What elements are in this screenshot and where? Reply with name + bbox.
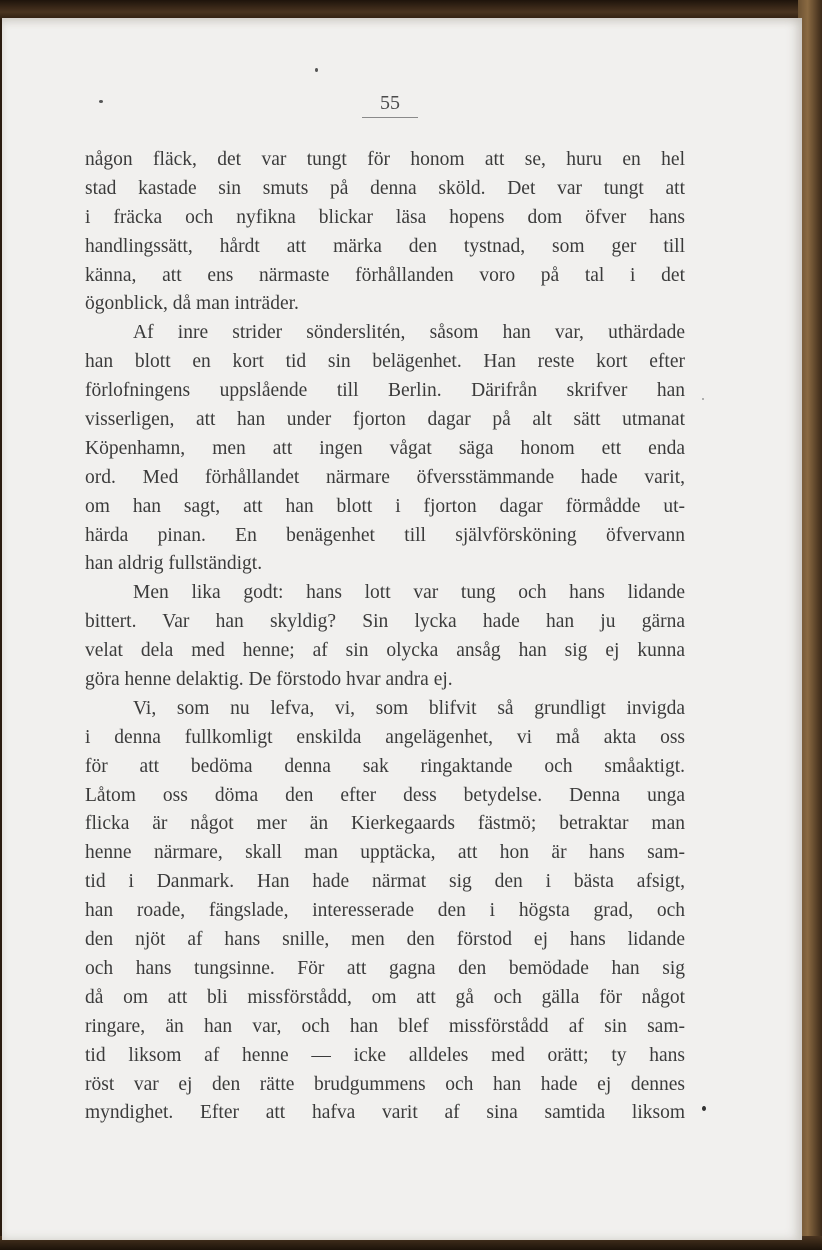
text-line: för att bedöma denna sak ringaktande och småaktigt. <box>85 755 685 777</box>
text-line: göra henne delaktig. De förstodo hvar andra ej. <box>85 669 453 691</box>
text-line: känna, att ens närmaste förhållanden voro på tal i det <box>85 264 685 286</box>
ink-speck <box>702 1106 706 1111</box>
text-line: flicka är något mer än Kierkegaards fästmö; betraktar man <box>85 813 685 835</box>
text-line: i fräcka och nyfikna blickar läsa hopens dom öfver hans <box>85 206 685 228</box>
text-line: förlofningens uppslående till Berlin. Därifrån skrifver han <box>85 380 685 402</box>
text-line: Vi, som nu lefva, vi, som blifvit så grundligt invigda <box>133 697 685 719</box>
text-line: i denna fullkomligt enskilda angelägenhet, vi må akta oss <box>85 726 685 748</box>
text-line: velat dela med henne; af sin olycka ansåg han sig ej kunna <box>85 640 685 662</box>
text-line: Köpenhamn, men att ingen vågat säga honom ett enda <box>85 437 685 459</box>
text-line: ringare, än han var, och han blef missförstådd af sin sam- <box>85 1015 685 1037</box>
text-line: han aldrig fullständigt. <box>85 553 263 575</box>
text-line: och hans tungsinne. För att gagna den bemödade han sig <box>85 957 685 979</box>
text-line: Men lika godt: hans lott var tung och hans lidande <box>133 582 685 604</box>
text-line: då om att bli missförstådd, om att gå och gälla för något <box>85 986 685 1008</box>
text-line: han roade, fängslade, interesserade den i högsta grad, och <box>85 900 685 922</box>
text-line: tid liksom af henne — icke alldeles med orätt; ty hans <box>85 1044 685 1066</box>
ink-speck <box>99 100 103 103</box>
text-line: tid i Danmark. Han hade närmat sig den i bästa afsigt, <box>85 871 685 893</box>
text-line: visserligen, att han under fjorton dagar på alt sätt utmanat <box>85 409 685 431</box>
text-line: någon fläck, det var tungt för honom att se, huru en hel <box>85 149 685 170</box>
text-line: han blott en kort tid sin belägenhet. Han reste kort efter <box>85 351 685 373</box>
text-line: om han sagt, att han blott i fjorton dagar förmådde ut- <box>85 495 685 517</box>
text-line: ögonblick, då man inträder. <box>85 293 299 315</box>
text-line: Af inre strider sönderslitén, såsom han var, uthärdade <box>133 322 685 344</box>
text-line: ord. Med förhållandet närmare öfversstämmande hade varit, <box>85 466 685 488</box>
text-line: bittert. Var han skyldig? Sin lycka hade han ju gärna <box>85 611 685 633</box>
text-line: handlingssätt, hårdt att märka den tystnad, som ger till <box>85 235 685 257</box>
text-line: myndighet. Efter att hafva varit af sina samtida liksom <box>85 1102 685 1124</box>
page-number: 55 <box>362 92 418 118</box>
ink-speck <box>315 68 318 72</box>
text-line: röst var ej den rätte brudgummens och han hade ej dennes <box>85 1073 685 1095</box>
text-line: henne närmare, skall man upptäcka, att hon är hans sam- <box>85 842 685 864</box>
top-binding-edge <box>0 0 822 20</box>
body-text <box>85 146 685 1128</box>
text-line: stad kastade sin smuts på denna sköld. Det var tungt att <box>85 177 685 199</box>
ink-speck <box>702 398 704 400</box>
text-line: härda pinan. En benägenhet till självförsköning öfvervann <box>85 524 685 546</box>
paper-page <box>2 18 802 1240</box>
text-line: den njöt af hans snille, men den förstod ej hans lidande <box>85 929 685 951</box>
text-line: Låtom oss döma den efter dess betydelse. Denna unga <box>85 784 685 806</box>
